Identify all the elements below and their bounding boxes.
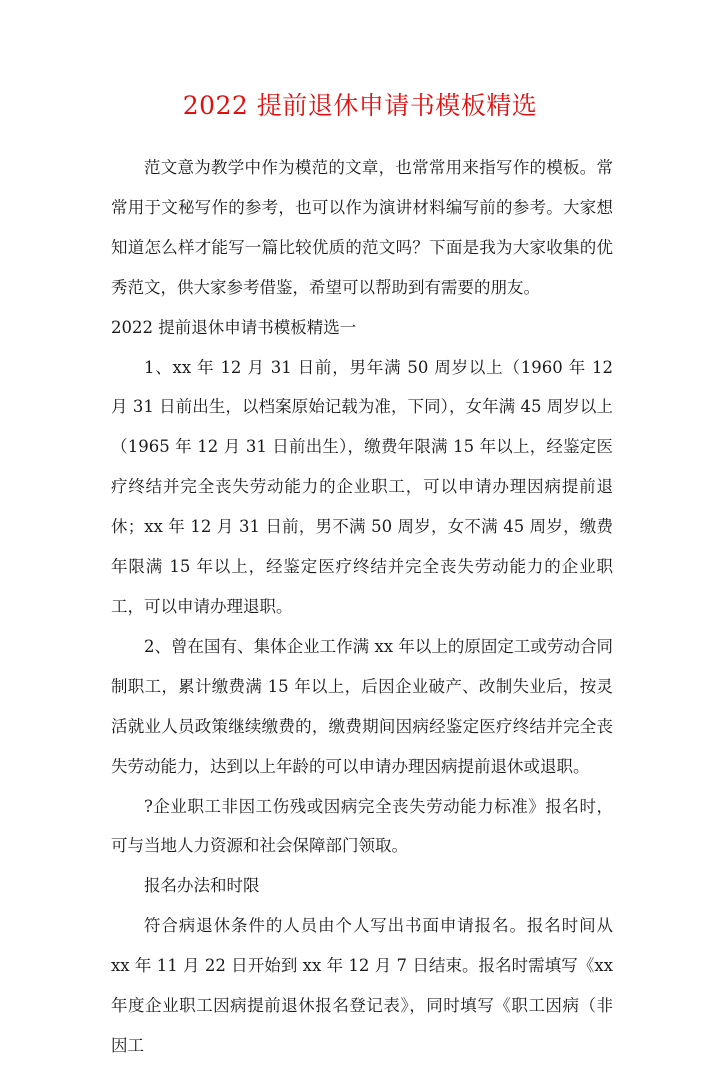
paragraph-registration: 符合病退休条件的人员由个人写出书面申请报名。报名时间从 xx 年 11 月 22 日开始到 xx 年 12 月 7 日结束。报名时需填写《xx 年度企业职工因病提前退休报名登记表》，同时填写《职工因病（非因工: [111, 916, 613, 1055]
section-heading: 2022 提前退休申请书模板精选一: [111, 317, 357, 337]
document-title: 2022 提前退休申请书模板精选: [182, 91, 538, 120]
intro-paragraph: 范文意为教学中作为模范的文章，也常常用来指写作的模板。常常用于文秘写作的参考，也可以作为演讲材料编写前的参考。大家想知道怎么样才能写一篇比较优质的范文吗？下面是我为大家收集的优秀范文，供大家参考借鉴，希望可以帮助到有需要的朋友。: [111, 158, 613, 297]
subheading-registration: 报名办法和时限: [144, 876, 260, 896]
paragraph-standard-note: ?企业职工非因工伤残或因病完全丧失劳动能力标准》报名时，可与当地人力资源和社会保障部门领取。: [111, 796, 613, 856]
paragraph-item-2: 2、曾在国有、集体企业工作满 xx 年以上的原固定工或劳动合同制职工，累计缴费满 15 年以上，后因企业破产、改制失业后，按灵活就业人员政策继续缴费的，缴费期间因病经鉴定医疗终结并完全丧失劳动能力，达到以上年龄的可以申请办理因病提前退休或退职。: [111, 636, 613, 776]
paragraph-item-1: 1、xx 年 12 月 31 日前，男年满 50 周岁以上（1960 年 12 月 31 日前出生，以档案原始记载为准，下同），女年满 45 周岁以上（1965 年 12 月 31 日前出生），缴费年限满 15 年以上，经鉴定医疗终结并完全丧失劳动能力的企业职工，可以申请办理因病提前退休；xx 年 12 月 31 日前，男不满 50 周岁，女不满 45 周岁，缴费年限满 15 年以上，经鉴定医疗终结并完全丧失劳动能力的企业职工，可以申请办理退职。: [111, 357, 613, 616]
document-body: [111, 148, 613, 1066]
